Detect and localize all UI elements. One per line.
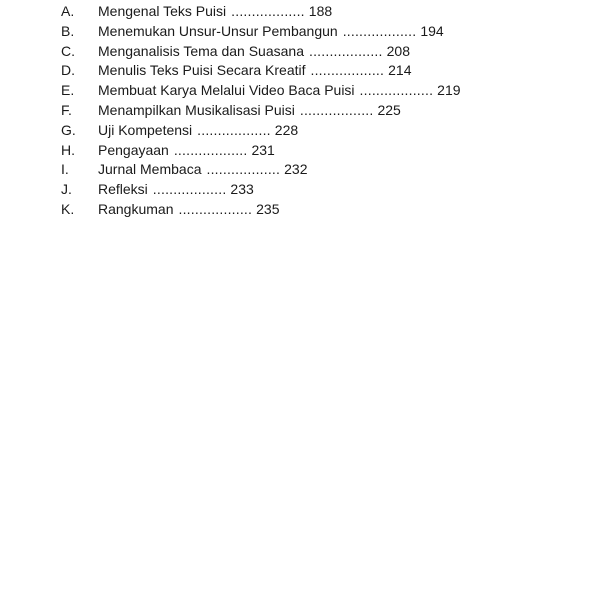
toc-entry-leader: .................. <box>299 101 374 118</box>
toc-entry-letter: I. <box>61 161 69 178</box>
toc-entry-page-number: 231 <box>251 141 275 158</box>
toc-entry[interactable] <box>0 200 600 220</box>
toc-entry-leader: .................. <box>359 82 434 99</box>
toc-entry-leader: .................. <box>309 42 383 59</box>
toc-entry-page-number: 235 <box>256 200 280 217</box>
toc-entry-leader: .................. <box>342 22 417 39</box>
toc-entry-page-number: 233 <box>230 181 254 198</box>
toc-entry-page-number: 194 <box>420 22 444 39</box>
toc-entry[interactable] <box>0 2 600 22</box>
toc-entry-letter: E. <box>61 82 75 99</box>
toc-entry-letter: J. <box>61 181 72 198</box>
toc-entry-page-number: 214 <box>388 62 412 79</box>
toc-entry-title: Menemukan Unsur-Unsur Pembangun <box>98 22 338 39</box>
toc-entry-title: Membuat Karya Melalui Video Baca Puisi <box>98 82 355 99</box>
toc-entry-letter: B. <box>61 22 75 39</box>
toc-entry-leader: .................. <box>178 200 253 217</box>
toc-entry-title: Pengayaan <box>98 141 169 158</box>
toc-entry-title: Jurnal Membaca <box>98 161 202 178</box>
toc-entry-title: Menampilkan Musikalisasi Puisi <box>98 101 295 118</box>
toc-entry-letter: F. <box>61 101 72 118</box>
toc-entry-leader: .................. <box>231 3 305 19</box>
toc-entry-letter: D. <box>61 62 75 79</box>
toc-entry-letter: A. <box>61 3 75 19</box>
toc-entry[interactable] <box>0 61 600 81</box>
toc-entry-title: Menulis Teks Puisi Secara Kreatif <box>98 62 306 79</box>
toc-entry-title: Menganalisis Tema dan Suasana <box>98 42 304 59</box>
toc-entry-page-number: 225 <box>377 101 401 118</box>
toc-entry[interactable] <box>0 81 600 101</box>
toc-entry[interactable] <box>0 180 600 200</box>
table-of-contents <box>0 2 600 220</box>
toc-entry-leader: .................. <box>310 62 385 79</box>
toc-entry-page-number: 188 <box>308 3 333 19</box>
toc-entry[interactable] <box>0 141 600 161</box>
toc-entry-title: Mengenal Teks Puisi <box>98 3 227 19</box>
toc-entry-page-number: 219 <box>437 82 461 99</box>
toc-entry-letter: C. <box>61 42 75 59</box>
toc-entry-letter: G. <box>61 121 76 138</box>
toc-entry[interactable] <box>0 101 600 121</box>
toc-entry-title: Refleksi <box>98 181 148 198</box>
toc-entry-leader: .................. <box>173 141 248 158</box>
toc-entry-page-number: 232 <box>284 161 308 178</box>
toc-entry-leader: .................. <box>197 121 271 138</box>
toc-entry[interactable] <box>0 22 600 42</box>
toc-entry[interactable] <box>0 42 600 62</box>
toc-entry-leader: .................. <box>152 181 227 198</box>
toc-entry-page-number: 208 <box>386 42 410 59</box>
toc-entry[interactable] <box>0 160 600 180</box>
toc-entry[interactable] <box>0 121 600 141</box>
toc-entry-letter: H. <box>61 141 75 158</box>
toc-entry-letter: K. <box>61 200 75 217</box>
toc-entry-leader: .................. <box>206 161 281 178</box>
toc-entry-title: Uji Kompetensi <box>98 121 193 138</box>
toc-entry-page-number: 228 <box>274 121 299 138</box>
toc-entry-title: Rangkuman <box>98 200 174 217</box>
